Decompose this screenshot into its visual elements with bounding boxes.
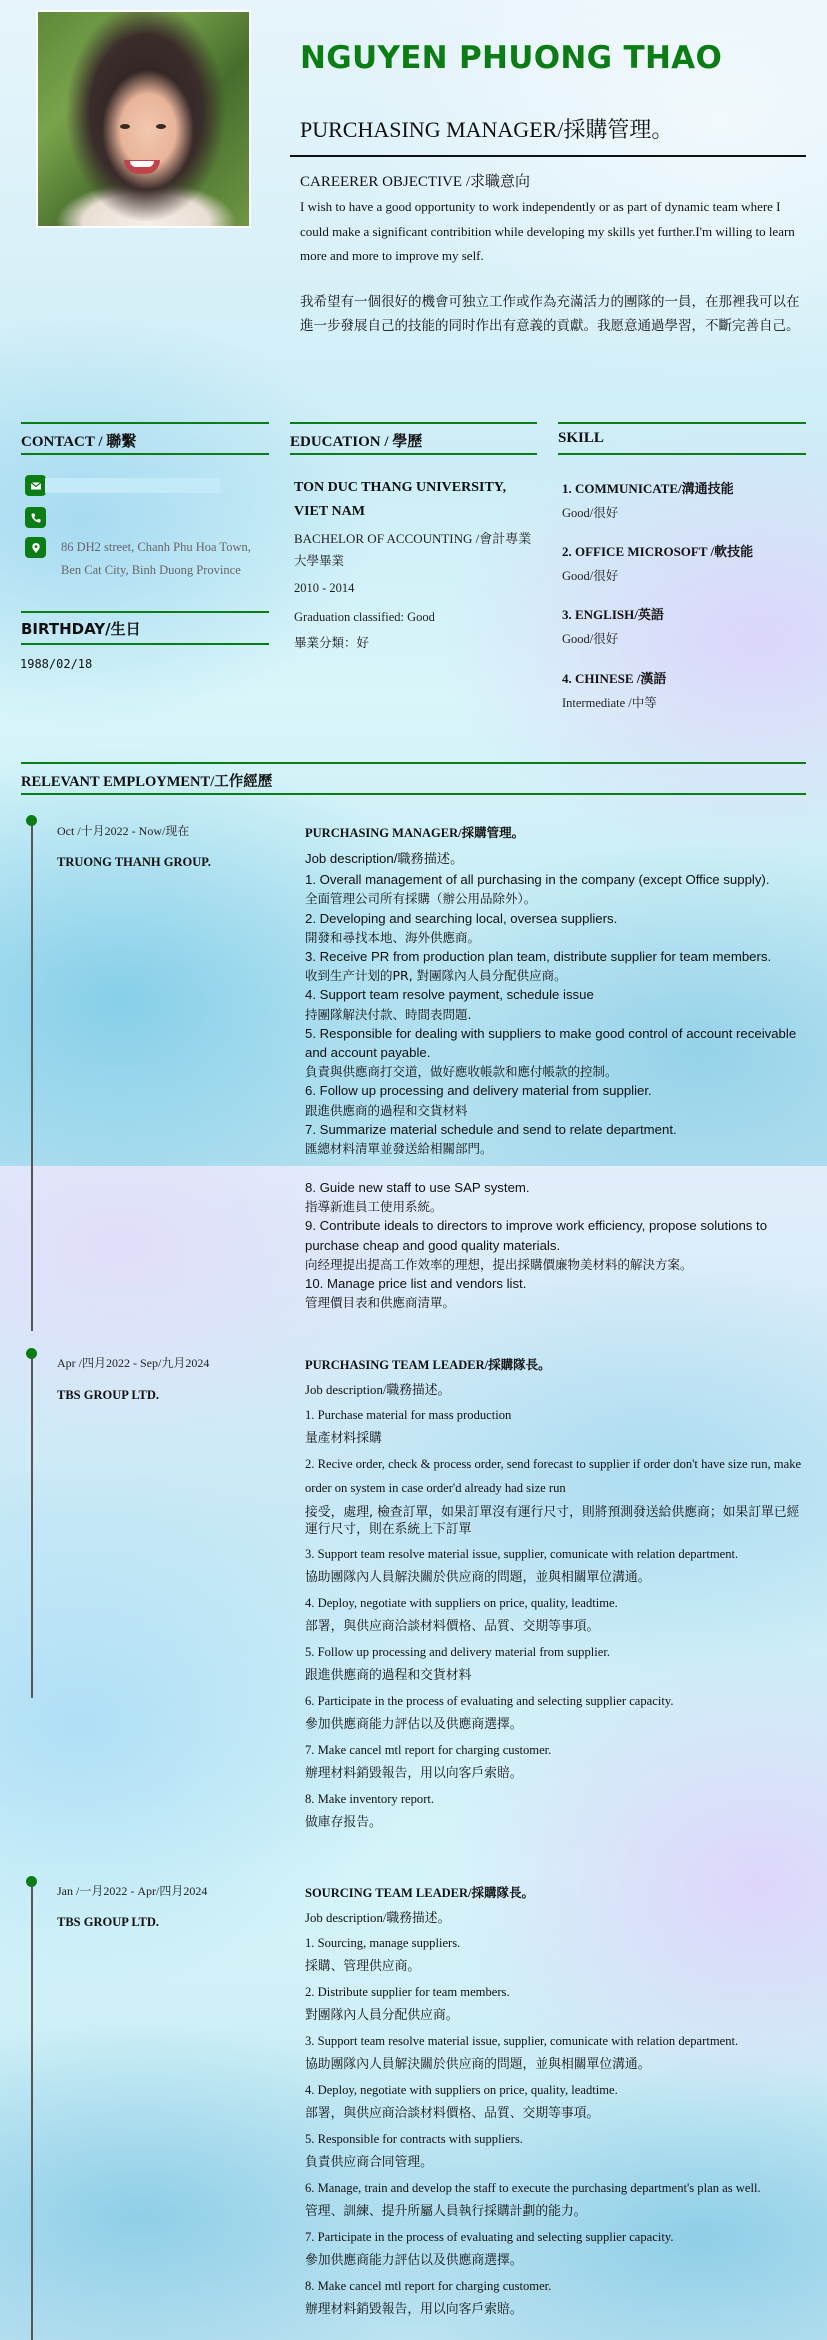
job-description-heading: Job description/職務描述。 (305, 1911, 451, 1925)
education-university: TON DUC THANG UNIVERSITY, VIET NAM (294, 480, 507, 519)
duty-line-zh: 做庫存报告。 (305, 1815, 382, 1830)
duty-line-zh: 管理、訓練、提升所屬人員執行採購計劃的能力。 (305, 2204, 587, 2219)
timeline-line (31, 1886, 33, 2340)
duty-line-zh: 辦理材料銷毀報告，用以向客戶索賠。 (305, 1766, 523, 1781)
duty-line-zh: 管理價目表和供應商清單。 (305, 1295, 456, 1311)
skill-heading: SKILL (558, 430, 604, 446)
duty-line-zh: 採購、管理供应商。 (305, 1959, 421, 1974)
duty-line-zh: 負責供应商合同管理。 (305, 2155, 433, 2170)
objective-chinese: 我希望有一個很好的機會可独立工作或作為充滿活力的團隊的一員，在那裡我可以在進一步發展自己的技能的同时作出有意義的貢獻。我愿意通過學習，不斷完善自己。 (300, 294, 800, 334)
duty-line: 3. Receive PR from production plan team, distribute supplier for team members. (305, 949, 772, 965)
address-value: 86 DH2 street, Chanh Phu Hoa Town, Ben Cat City, Binh Duong Province (61, 540, 251, 577)
contact-heading: CONTACT / 聯繫 (21, 434, 137, 450)
job-company: TRUONG THANH GROUP. (57, 855, 211, 869)
duty-line: 8. Make cancel mtl report for charging customer. (305, 2278, 552, 2293)
duty-line-zh: 匯總材料清單並發送給相關部門。 (305, 1141, 493, 1157)
employment-rule-bottom (21, 793, 806, 795)
duty-line-zh: 指導新進員工使用系統。 (305, 1199, 443, 1215)
job-description-heading: Job description/職務描述。 (305, 851, 464, 866)
job-description-continued (305, 1178, 810, 1312)
skill-rule-bottom (558, 453, 806, 455)
duty-line: 6. Participate in the process of evaluating and selecting supplier capacity. (305, 1693, 674, 1708)
photo-detail (156, 124, 166, 129)
candidate-name: NGUYEN PHUONG THAO (300, 40, 723, 76)
education-graduation-zh: 畢業分類：好 (294, 635, 370, 650)
duty-line-zh: 負責與供應商打交道，做好應收帳款和應付帳款的控制。 (305, 1064, 618, 1080)
skill-name: 3. ENGLISH/英語 (562, 607, 664, 622)
timeline-line (31, 1358, 33, 1698)
duty-line-zh: 開發和尋找本地、海外供應商。 (305, 929, 481, 945)
duty-line: 7. Make cancel mtl report for charging customer. (305, 1742, 552, 1757)
duty-line: 5. Responsible for dealing with suppliers to make good control of account receivable and account payable. (305, 1025, 797, 1061)
resume-page-2 (0, 1166, 827, 2340)
phone-icon (25, 507, 46, 528)
education-rule-top (290, 422, 537, 424)
education-degree-zh: 大學畢業 (294, 553, 345, 568)
duty-line-zh: 向经理提出提高工作效率的理想，提出採購價廉物美材料的解決方案。 (305, 1256, 693, 1272)
duty-line: 4. Deploy, negotiate with suppliers on price, quality, leadtime. (305, 2082, 618, 2097)
birthday-rule-top (21, 611, 269, 613)
skill-item (562, 541, 812, 584)
skill-item (562, 668, 812, 711)
duty-line-zh: 參加供應商能力評估以及供應商選擇。 (305, 2253, 523, 2268)
birthday-value: 1988/02/18 (20, 657, 93, 671)
education-heading: EDUCATION / 學歷 (290, 434, 423, 450)
duty-line-zh: 部署，與供应商洽談材料價格、品質、交期等事項。 (305, 1619, 600, 1634)
location-icon (25, 537, 46, 558)
header-divider (290, 155, 806, 157)
education-rule-bottom (290, 453, 537, 455)
education-graduation: Graduation classified: Good (294, 610, 435, 624)
skill-level: Intermediate /中等 (562, 696, 657, 710)
timeline-line (31, 820, 33, 1166)
duty-line: 2. Recive order, check & process order, send forecast to supplier if order don't have size run, make order on system in case order'd already had size run (305, 1456, 802, 1495)
duty-line-zh: 全面管理公司所有採購（辦公用品除外）。 (305, 891, 537, 907)
timeline-line (31, 1166, 33, 1331)
duty-line-zh: 參加供應商能力評估以及供應商選擇。 (305, 1717, 523, 1732)
skill-rule-top (558, 422, 806, 424)
skill-level: Good/很好 (562, 569, 619, 583)
duty-line: 4. Support team resolve payment, schedule issue (305, 987, 594, 1003)
photo-detail (124, 160, 160, 174)
duty-line: 1. Overall management of all purchasing in the company (except Office supply). (305, 872, 770, 888)
duty-line: 2. Distribute supplier for team members. (305, 1984, 510, 1999)
duty-line-zh: 跟進供應商的過程和交貨材料 (305, 1668, 472, 1683)
job-title: PURCHASING TEAM LEADER/採購隊長。 (305, 1358, 551, 1372)
duty-line: 1. Sourcing, manage suppliers. (305, 1935, 461, 1950)
duty-line: 3. Support team resolve material issue, supplier, comunicate with relation department. (305, 2033, 739, 2048)
job-company: TBS GROUP LTD. (57, 1915, 160, 1929)
job-date: Apr /四月2022 - Sep/九月2024 (57, 1356, 210, 1370)
birthday-rule-bottom (21, 643, 269, 645)
duty-line: 5. Follow up processing and delivery material from supplier. (305, 1644, 610, 1659)
duty-line-zh: 量產材料採購 (305, 1431, 382, 1446)
skill-level: Good/很好 (562, 632, 619, 646)
employment-heading: RELEVANT EMPLOYMENT/工作經歷 (21, 774, 273, 790)
duty-line-zh: 收到生产计划的PR, 對團隊內人員分配供应商。 (305, 968, 567, 984)
skill-name: 2. OFFICE MICROSOFT /軟技能 (562, 544, 754, 559)
skill-name: 1. COMMUNICATE/溝通技能 (562, 481, 734, 496)
email-icon (25, 475, 46, 496)
duty-line-zh: 跟進供應商的過程和交貨材料 (305, 1102, 468, 1118)
job-company: TBS GROUP LTD. (57, 1388, 160, 1402)
contact-rule-top (21, 422, 269, 424)
objective-english: I wish to have a good opportunity to work independently or as part of dynamic team where I could make a significant contribition while developing my skills yet further.I'm willing to learn more and more to improve my self. (300, 199, 795, 263)
duty-line-zh: 協助團隊內人員解決關於供应商的問題，並與相關單位溝通。 (305, 1570, 651, 1585)
duty-line: 10. Manage price list and vendors list. (305, 1276, 527, 1292)
duty-line: 8. Guide new staff to use SAP system. (305, 1180, 530, 1195)
job-description (305, 1906, 810, 2323)
job-date: Oct /十月2022 - Now/现在 (57, 824, 190, 838)
candidate-title: PURCHASING MANAGER/採購管理。 (300, 117, 674, 142)
skill-level: Good/很好 (562, 506, 619, 520)
skill-name: 4. CHINESE /漢語 (562, 671, 667, 686)
job-description (305, 849, 810, 1158)
employment-rule-top (21, 762, 806, 764)
contact-rule-bottom (21, 453, 269, 455)
duty-line: 7. Participate in the process of evaluating and selecting supplier capacity. (305, 2229, 674, 2244)
job-description (305, 1378, 810, 1836)
job-date: Jan /一月2022 - Apr/四月2024 (57, 1884, 208, 1898)
duty-line: 1. Purchase material for mass production (305, 1407, 512, 1422)
duty-line: 6. Follow up processing and delivery material from supplier. (305, 1083, 652, 1099)
duty-line: 6. Manage, train and develop the staff to execute the purchasing department's plan as well. (305, 2180, 761, 2195)
resume-page-1 (0, 0, 827, 1166)
duty-line: 7. Summarize material schedule and send to relate department. (305, 1121, 677, 1137)
skill-item (562, 478, 812, 521)
duty-line: 3. Support team resolve material issue, supplier, comunicate with relation department. (305, 1546, 739, 1561)
duty-line-zh: 對團隊內人員分配供应商。 (305, 2008, 459, 2023)
duty-line-zh: 接受，處理, 檢查訂單，如果訂單沒有運行尺寸，則將預測發送給供應商；如果訂單已經運行尺寸，則在系統上下訂單 (305, 1504, 800, 1537)
duty-line: 4. Deploy, negotiate with suppliers on price, quality, leadtime. (305, 1595, 618, 1610)
profile-photo (36, 10, 251, 228)
duty-line: 5. Responsible for contracts with suppliers. (305, 2131, 523, 2146)
duty-line: 2. Developing and searching local, oversea suppliers. (305, 910, 618, 926)
photo-detail (120, 124, 130, 129)
education-degree (294, 528, 534, 572)
duty-line-zh: 持團隊解決付款、時間表問題. (305, 1006, 472, 1022)
duty-line-zh: 辦理材料銷毀報告，用以向客戶索賠。 (305, 2302, 523, 2317)
education-degree-text: BACHELOR OF ACCOUNTING /會計專業 (294, 531, 532, 546)
job-description-heading: Job description/職務描述。 (305, 1383, 451, 1397)
duty-line-zh: 部署，與供应商洽談材料價格、品質、交期等事項。 (305, 2106, 600, 2121)
duty-line-zh: 協助團隊內人員解決關於供应商的問題，並與相關單位溝通。 (305, 2057, 651, 2072)
job-title: SOURCING TEAM LEADER/採購隊長。 (305, 1886, 534, 1900)
email-value (45, 478, 220, 493)
objective-heading: CAREERER OBJECTIVE /求職意向 (300, 174, 531, 190)
skill-item (562, 604, 812, 647)
education-years: 2010 - 2014 (294, 581, 355, 595)
job-title: PURCHASING MANAGER/採購管理。 (305, 826, 525, 840)
duty-line: 8. Make inventory report. (305, 1791, 435, 1806)
birthday-heading: BIRTHDAY/生日 (21, 620, 141, 638)
duty-line: 9. Contribute ideals to directors to improve work efficiency, propose solutions to purchase cheap and good quality materials. (305, 1218, 768, 1253)
timeline-dot (26, 815, 37, 826)
